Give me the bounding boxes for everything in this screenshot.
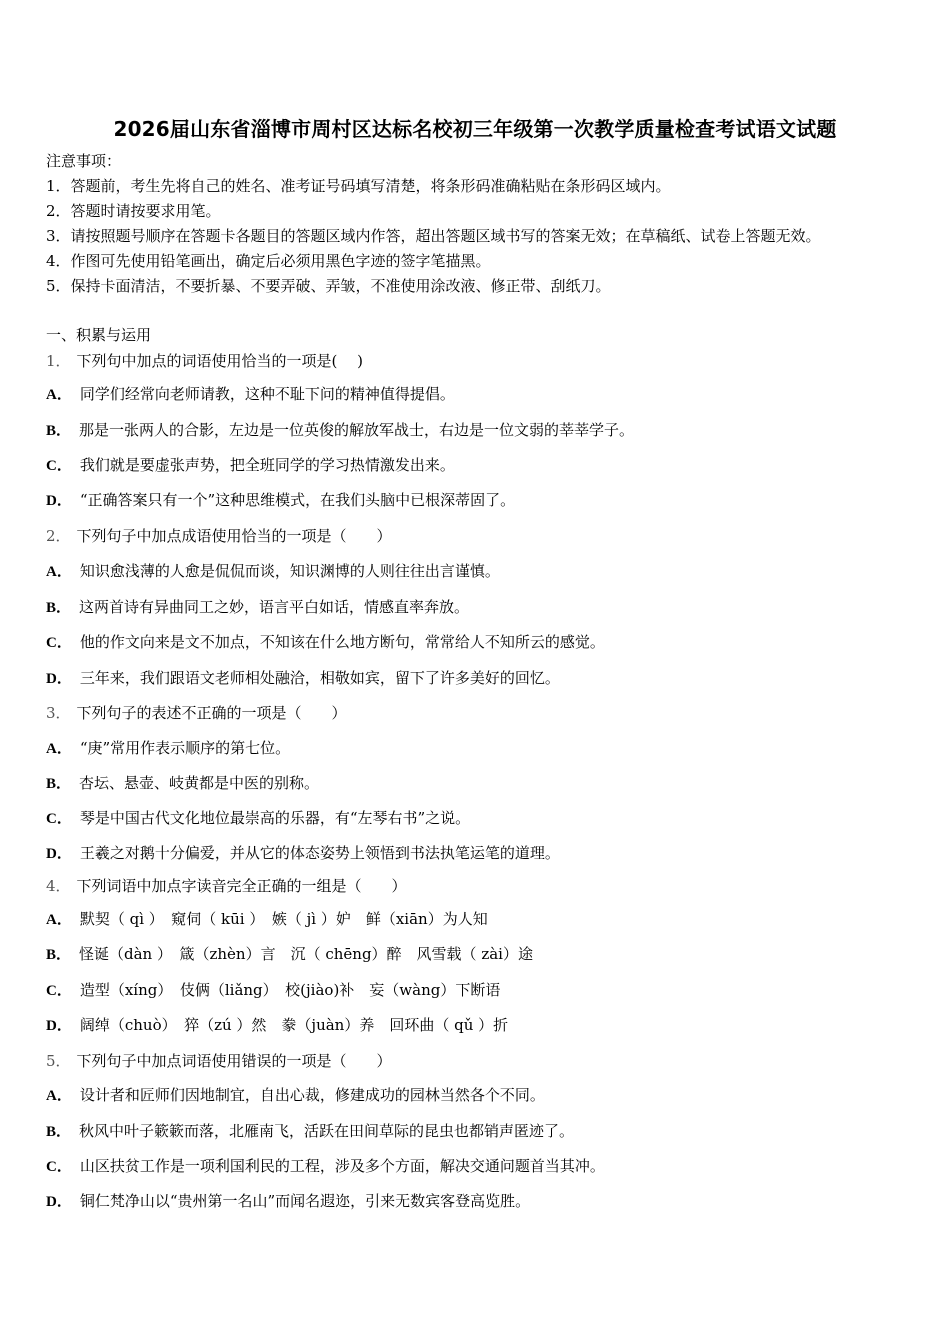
question-number: 4． — [46, 877, 71, 895]
option-label: B． — [46, 776, 72, 792]
answer-option — [46, 908, 488, 930]
answer-option — [46, 807, 470, 829]
question-number: 2． — [46, 527, 71, 545]
option-label: D． — [46, 671, 72, 687]
option-text: 秋风中叶子簌簌而落，北雁南飞，活跃在田间草际的昆虫也都销声匿迹了。 — [79, 1122, 575, 1140]
option-label: A． — [46, 387, 72, 403]
answer-option — [46, 1190, 530, 1212]
option-label: C． — [46, 1159, 72, 1175]
answer-option — [46, 943, 533, 965]
option-label: B． — [46, 1124, 72, 1140]
question-text: 下列句子中加点词语使用错误的一项是（ ） — [76, 1052, 392, 1070]
option-label: A． — [46, 564, 72, 580]
answer-option — [46, 419, 634, 441]
option-label: A． — [46, 1088, 72, 1104]
answer-option — [46, 979, 500, 1001]
option-label: D． — [46, 846, 72, 862]
answer-option — [46, 737, 290, 759]
option-text: “庚”常用作表示顺序的第七位。 — [79, 739, 291, 757]
option-text: 琴是中国古代文化地位最崇高的乐器，有“左琴右书”之说。 — [79, 809, 471, 827]
notice-item: 3．请按照题号顺序在答题卡各题目的答题区域内作答，超出答题区域书写的答案无效；在草稿纸、试卷上答题无效。 — [46, 227, 821, 245]
question-text: 下列句中加点的词语使用恰当的一项是( ) — [76, 352, 364, 370]
answer-option — [46, 454, 455, 476]
option-text: 同学们经常向老师请教，这种不耻下问的精神值得提倡。 — [79, 385, 455, 403]
section-heading: 一、积累与运用 — [46, 326, 152, 344]
notice-item: 2．答题时请按要求用笔。 — [46, 202, 221, 220]
exam-title: 2026届山东省淄博市周村区达标名校初三年级第一次教学质量检查考试语文试题 — [113, 117, 837, 141]
notice-item: 5．保持卡面清洁，不要折暴、不要弄破、弄皱，不准使用涂改液、修正带、刮纸刀。 — [46, 277, 611, 295]
option-text: 那是一张两人的合影，左边是一位英俊的解放军战士，右边是一位文弱的莘莘学子。 — [79, 421, 635, 439]
question-stem — [46, 350, 363, 372]
option-text: “正确答案只有一个”这种思维模式，在我们头脑中已根深蒂固了。 — [79, 491, 516, 509]
option-text: 王羲之对鹅十分偏爱，并从它的体态姿势上领悟到书法执笔运笔的道理。 — [79, 844, 560, 862]
answer-option — [46, 1120, 574, 1142]
option-label: A． — [46, 741, 72, 757]
option-text: 铜仁梵净山以“贵州第一名山”而闻名遐迩，引来无数宾客登高览胜。 — [79, 1192, 531, 1210]
notice-heading: 注意事项： — [46, 152, 122, 170]
option-label: A． — [46, 912, 72, 928]
option-text: 设计者和匠师们因地制宜，自出心裁，修建成功的园林当然各个不同。 — [79, 1086, 545, 1104]
option-text: 我们就是要虚张声势，把全班同学的学习热情激发出来。 — [79, 456, 455, 474]
answer-option — [46, 1014, 508, 1036]
answer-option — [46, 1155, 605, 1177]
option-text: 造型（xíng） 伎俩（liǎng） 校(jiào)补 妄（wàng）下断语 — [79, 981, 501, 999]
question-number: 3． — [46, 704, 71, 722]
option-label: C． — [46, 811, 72, 827]
question-stem — [46, 875, 407, 897]
option-label: B． — [46, 423, 72, 439]
option-text: 阔绰（chuò） 猝（zú ）然 豢（juàn）养 回环曲（ qǔ ）折 — [79, 1016, 509, 1034]
option-label: C． — [46, 458, 72, 474]
option-text: 三年来，我们跟语文老师相处融洽，相敬如宾，留下了许多美好的回忆。 — [79, 669, 560, 687]
option-text: 杏坛、悬壶、岐黄都是中医的别称。 — [79, 774, 320, 792]
notice-item: 4．作图可先使用铅笔画出，确定后必须用黑色字迹的签字笔描黑。 — [46, 252, 491, 270]
option-text: 这两首诗有异曲同工之妙，语言平白如话，情感直率奔放。 — [79, 598, 470, 616]
answer-option — [46, 667, 560, 689]
question-number: 1． — [46, 352, 71, 370]
question-stem — [46, 702, 347, 724]
question-number: 5． — [46, 1052, 71, 1070]
question-text: 下列句子中加点成语使用恰当的一项是（ ） — [76, 527, 392, 545]
answer-option — [46, 631, 605, 653]
answer-option — [46, 383, 455, 405]
option-label: D． — [46, 1018, 72, 1034]
question-stem — [46, 1050, 392, 1072]
answer-option — [46, 1084, 545, 1106]
option-label: D． — [46, 1194, 72, 1210]
option-label: C． — [46, 635, 72, 651]
question-stem — [46, 525, 392, 547]
option-text: 知识愈浅薄的人愈是侃侃而谈，知识渊博的人则往往出言谨慎。 — [79, 562, 500, 580]
option-text: 怪诞（dàn ） 箴（zhèn）言 沉（ chēng）醉 风雪载（ zài）途 — [79, 945, 533, 963]
answer-option — [46, 772, 319, 794]
option-text: 默契（ qì ） 窥伺（ kūi ） 嫉（ jì ）妒 鲜（xiān）为人知 — [79, 910, 488, 928]
question-text: 下列句子的表述不正确的一项是（ ） — [76, 704, 347, 722]
option-label: D． — [46, 493, 72, 509]
option-label: B． — [46, 600, 72, 616]
answer-option — [46, 489, 515, 511]
answer-option — [46, 596, 469, 618]
option-text: 山区扶贫工作是一项利国利民的工程，涉及多个方面，解决交通问题首当其冲。 — [79, 1157, 605, 1175]
answer-option — [46, 842, 560, 864]
option-text: 他的作文向来是文不加点，不知该在什么地方断句，常常给人不知所云的感觉。 — [79, 633, 605, 651]
question-text: 下列词语中加点字读音完全正确的一组是（ ） — [76, 877, 407, 895]
option-label: B． — [46, 947, 72, 963]
notice-item: 1．答题前，考生先将自己的姓名、准考证号码填写清楚，将条形码准确粘贴在条形码区域内。 — [46, 177, 671, 195]
answer-option — [46, 560, 500, 582]
option-label: C． — [46, 983, 72, 999]
